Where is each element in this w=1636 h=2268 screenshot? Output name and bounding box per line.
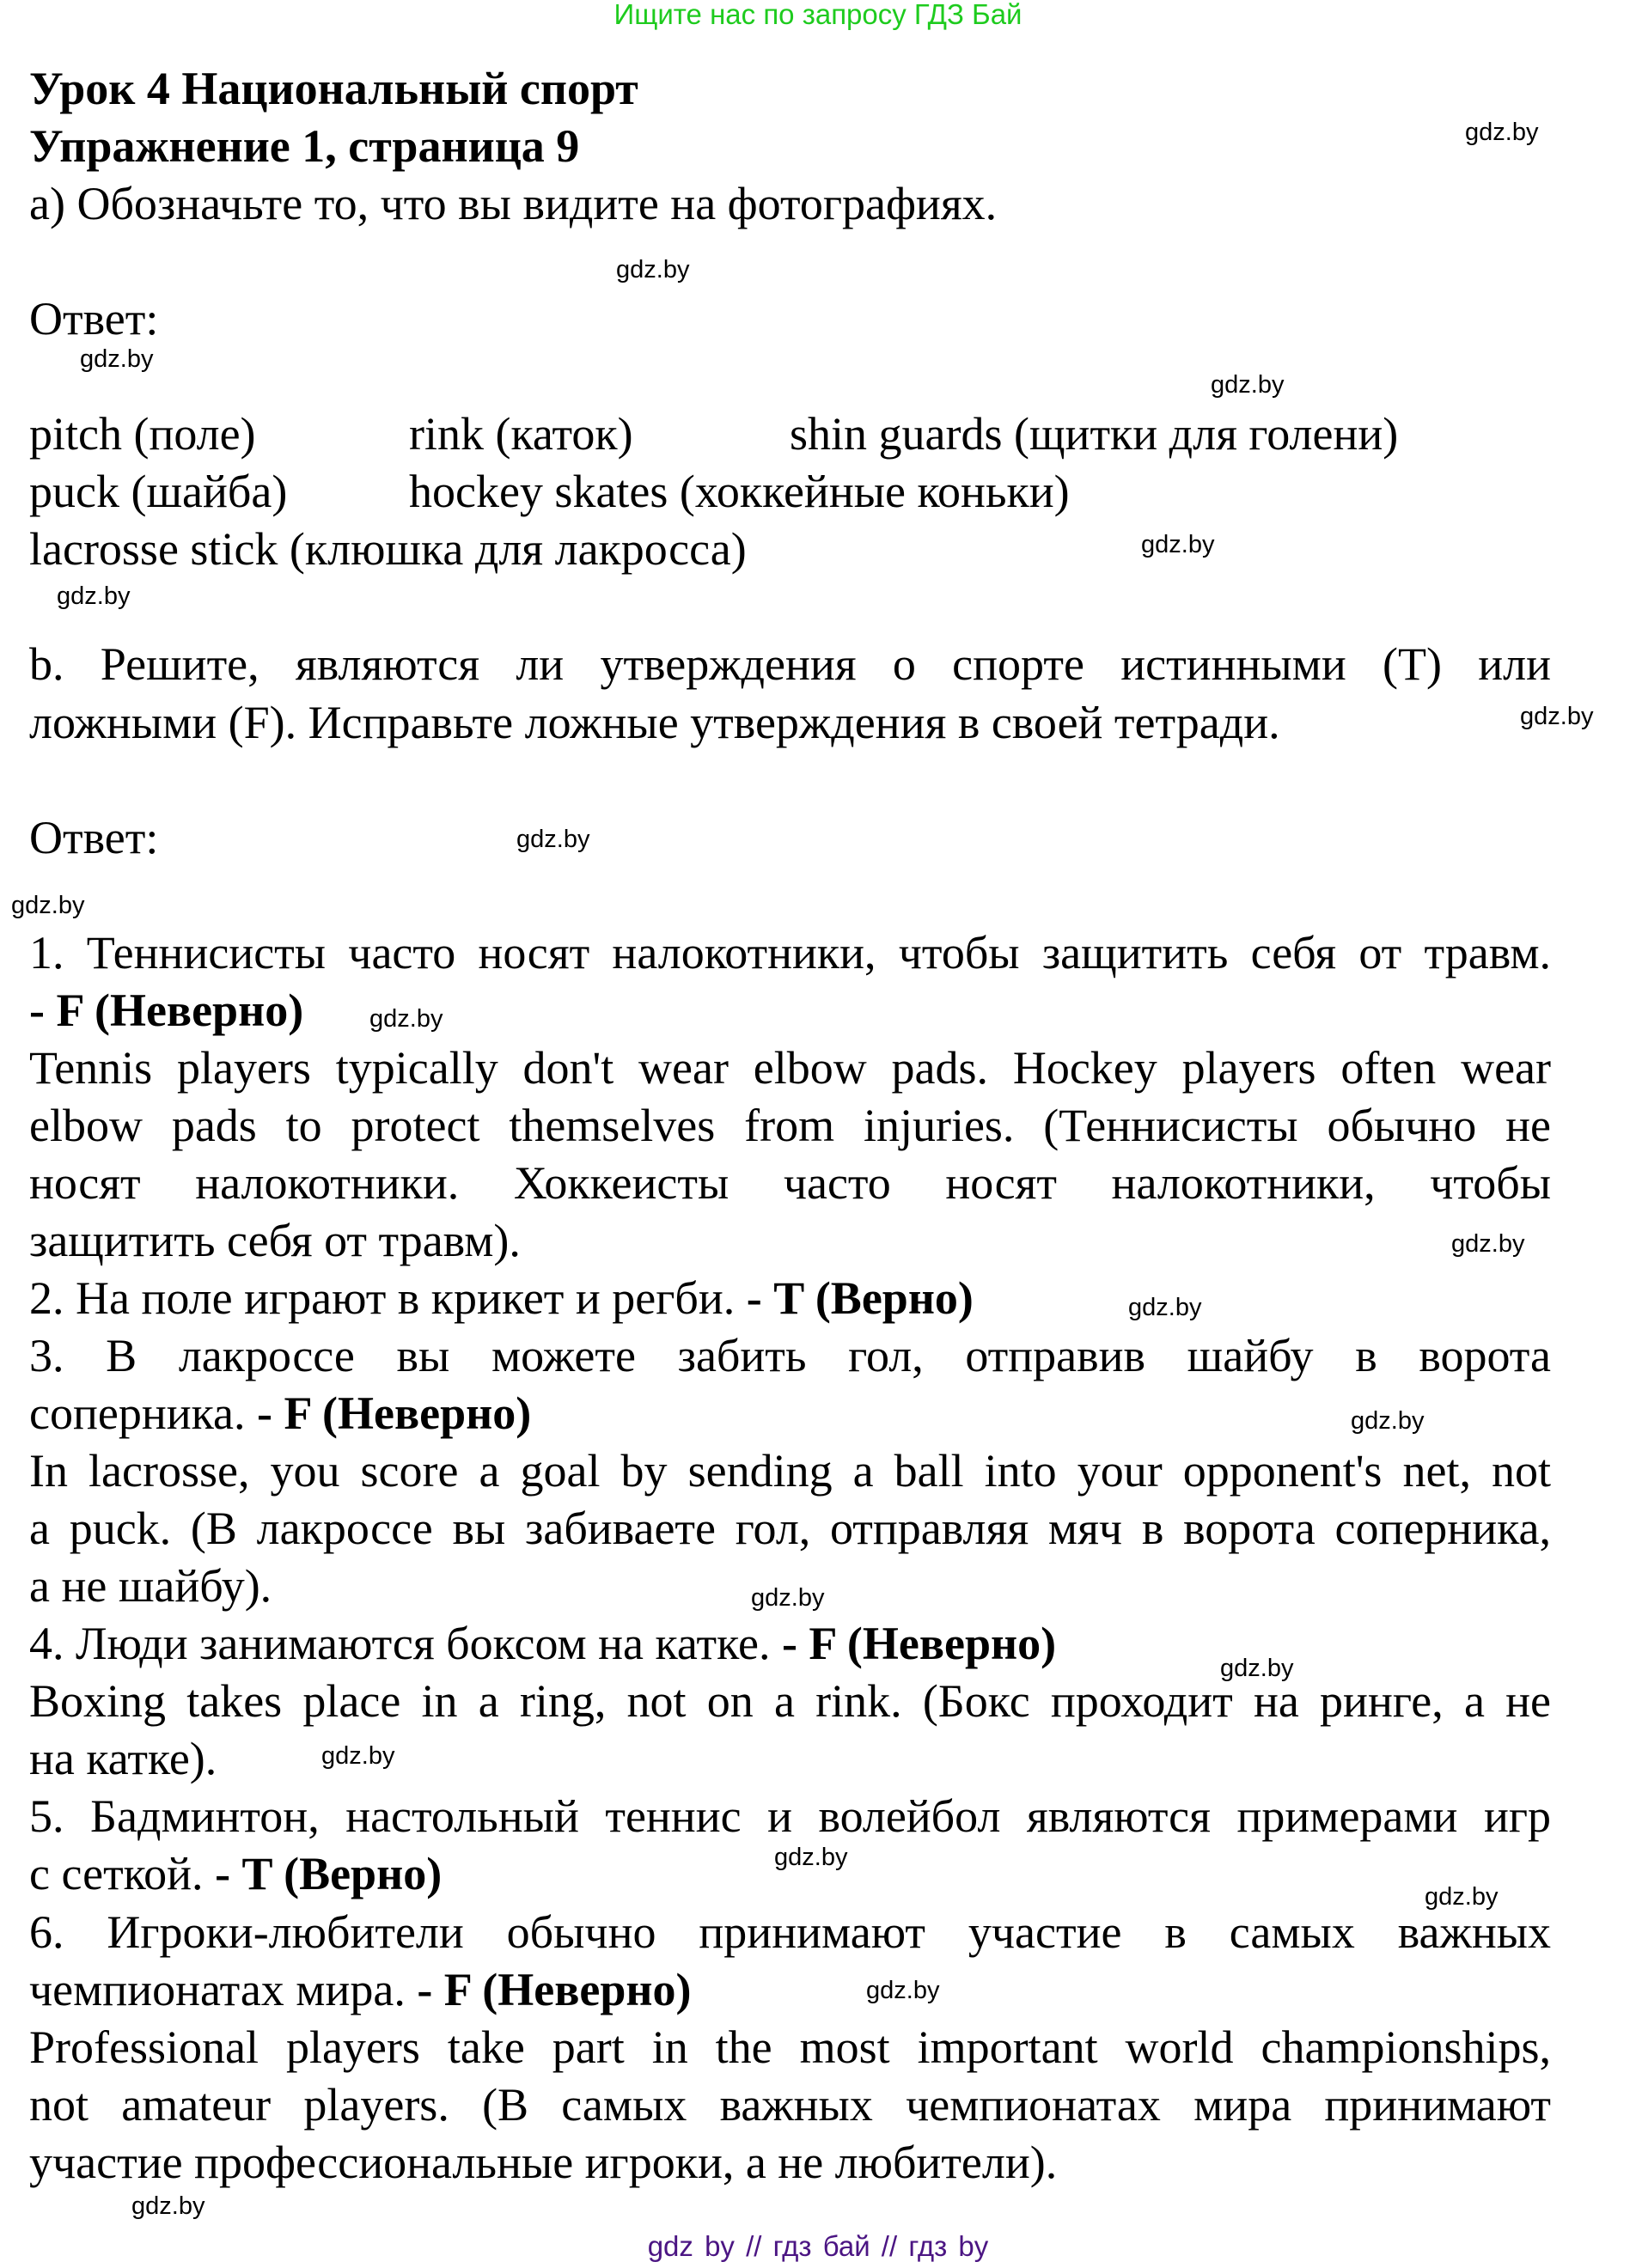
explanation-4: на катке). (29, 1733, 217, 1785)
answer-label: Ответ: (29, 811, 159, 863)
task-b-line: ложными (F). Исправьте ложные утверждения в своей тетради. (29, 696, 1280, 748)
watermark: gdz.by (751, 1584, 825, 1612)
verdict-2: - T (Верно) (746, 1271, 974, 1324)
statement-text: 4. Люди занимаются боксом на катке. (29, 1618, 782, 1670)
watermark: gdz.by (1141, 531, 1215, 558)
watermark: gdz.by (1128, 1294, 1202, 1321)
watermark: gdz.by (616, 256, 690, 284)
task-a: а) Обозначьте то, что вы видите на фотографиях. (29, 178, 998, 230)
verdict-3: - F (Неверно) (257, 1387, 532, 1440)
watermark: gdz.by (131, 2192, 205, 2220)
explanation-3: а не шайбу). (29, 1560, 272, 1613)
statement-6-cont (29, 1961, 1551, 2019)
watermark: gdz.by (866, 1977, 940, 2004)
watermark: gdz.by (1211, 371, 1285, 399)
vocab-row (29, 463, 1551, 521)
watermark: gdz.by (11, 892, 85, 919)
task-b-line: b. Решите, являются ли утверждения о спорте истинными (Т) или (29, 638, 1551, 691)
explanation-6: участие профессиональные игроки, а не любители). (29, 2136, 1058, 2188)
explanation-1: защитить себя от травм). (29, 1214, 521, 1266)
statement-4 (29, 1615, 1551, 1673)
vocab-item: rink (каток) (409, 408, 633, 460)
explanation-3: a puck. (В лакроссе вы забиваете гол, отправляя мяч в ворота соперника, (29, 1503, 1551, 1555)
statement-3: 3. В лакроссе вы можете забить гол, отправив шайбу в ворота (29, 1330, 1551, 1382)
verdict-1: - F (Неверно) (29, 984, 304, 1036)
vocab-item: puck (шайба) (29, 466, 288, 518)
vocab-row (29, 521, 1551, 578)
statement-text: соперника. (29, 1387, 258, 1440)
watermark: gdz.by (80, 345, 154, 373)
explanation-1: носят налокотники. Хоккеисты часто носят налокотники, чтобы (29, 1156, 1551, 1209)
statement-5: 5. Бадминтон, настольный теннис и волейбол являются примерами игр (29, 1790, 1551, 1843)
watermark: gdz.by (1451, 1230, 1525, 1258)
verdict-4: - F (Неверно) (781, 1618, 1057, 1670)
statement-2 (29, 1270, 1551, 1327)
vocab-item: pitch (поле) (29, 408, 256, 460)
explanation-6: not amateur players. (В самых важных чемпионатах мира принимают (29, 2078, 1551, 2131)
watermark: gdz.by (516, 826, 590, 853)
vocab-item: shin guards (щитки для голени) (790, 408, 1399, 460)
watermark: gdz.by (1425, 1883, 1499, 1911)
explanation-6: Professional players take part in the most important world championships, (29, 2021, 1551, 2073)
statement-text: чемпионатах мира. (29, 1963, 418, 2015)
explanation-1: elbow pads to protect themselves from injuries. (Теннисисты обычно не (29, 1099, 1551, 1151)
statement-text: 2. На поле играют в крикет и регби. (29, 1271, 747, 1324)
verdict-6: - F (Неверно) (417, 1963, 692, 2015)
explanation-1: Tennis players typically don't wear elbow pads. Hockey players often wear (29, 1041, 1551, 1094)
statement-text: с сеткой. (29, 1848, 216, 1900)
watermark: gdz.by (1520, 703, 1594, 730)
document-body (29, 60, 1551, 2192)
explanation-3: In lacrosse, you score a goal by sending a ball into your opponent's net, not (29, 1445, 1551, 1497)
exercise-title: Упражнение 1, страница 9 (29, 120, 580, 173)
page-title: Урок 4 Национальный спорт (29, 63, 638, 114)
vocab-item: lacrosse stick (клюшка для лакросса) (29, 523, 747, 576)
watermark: gdz.by (57, 582, 131, 610)
vocab-item: hockey skates (хоккейные коньки) (409, 466, 1070, 518)
statement-6: 6. Игроки-любители обычно принимают участие в самых важных (29, 1905, 1551, 1958)
watermark: gdz.by (1351, 1407, 1425, 1435)
vocab-row (29, 405, 1551, 463)
footer-links[interactable]: gdz by // гдз бай // гдз by (647, 2230, 989, 2262)
verdict-5: - T (Верно) (215, 1848, 443, 1900)
answer-label: Ответ: (29, 293, 159, 345)
search-banner[interactable]: Ищите нас по запросу ГДЗ Бай (614, 0, 1022, 30)
watermark: gdz.by (1465, 119, 1539, 146)
watermark: gdz.by (1220, 1655, 1294, 1682)
statement-3-cont (29, 1385, 1551, 1442)
explanation-4: Boxing takes place in a ring, not on a rink. (Бокс проходит на ринге, а не (29, 1675, 1551, 1728)
watermark: gdz.by (774, 1844, 848, 1871)
watermark: gdz.by (321, 1742, 395, 1770)
watermark: gdz.by (369, 1005, 443, 1033)
statement-1: 1. Теннисисты часто носят налокотники, чтобы защитить себя от травм. (29, 926, 1551, 979)
